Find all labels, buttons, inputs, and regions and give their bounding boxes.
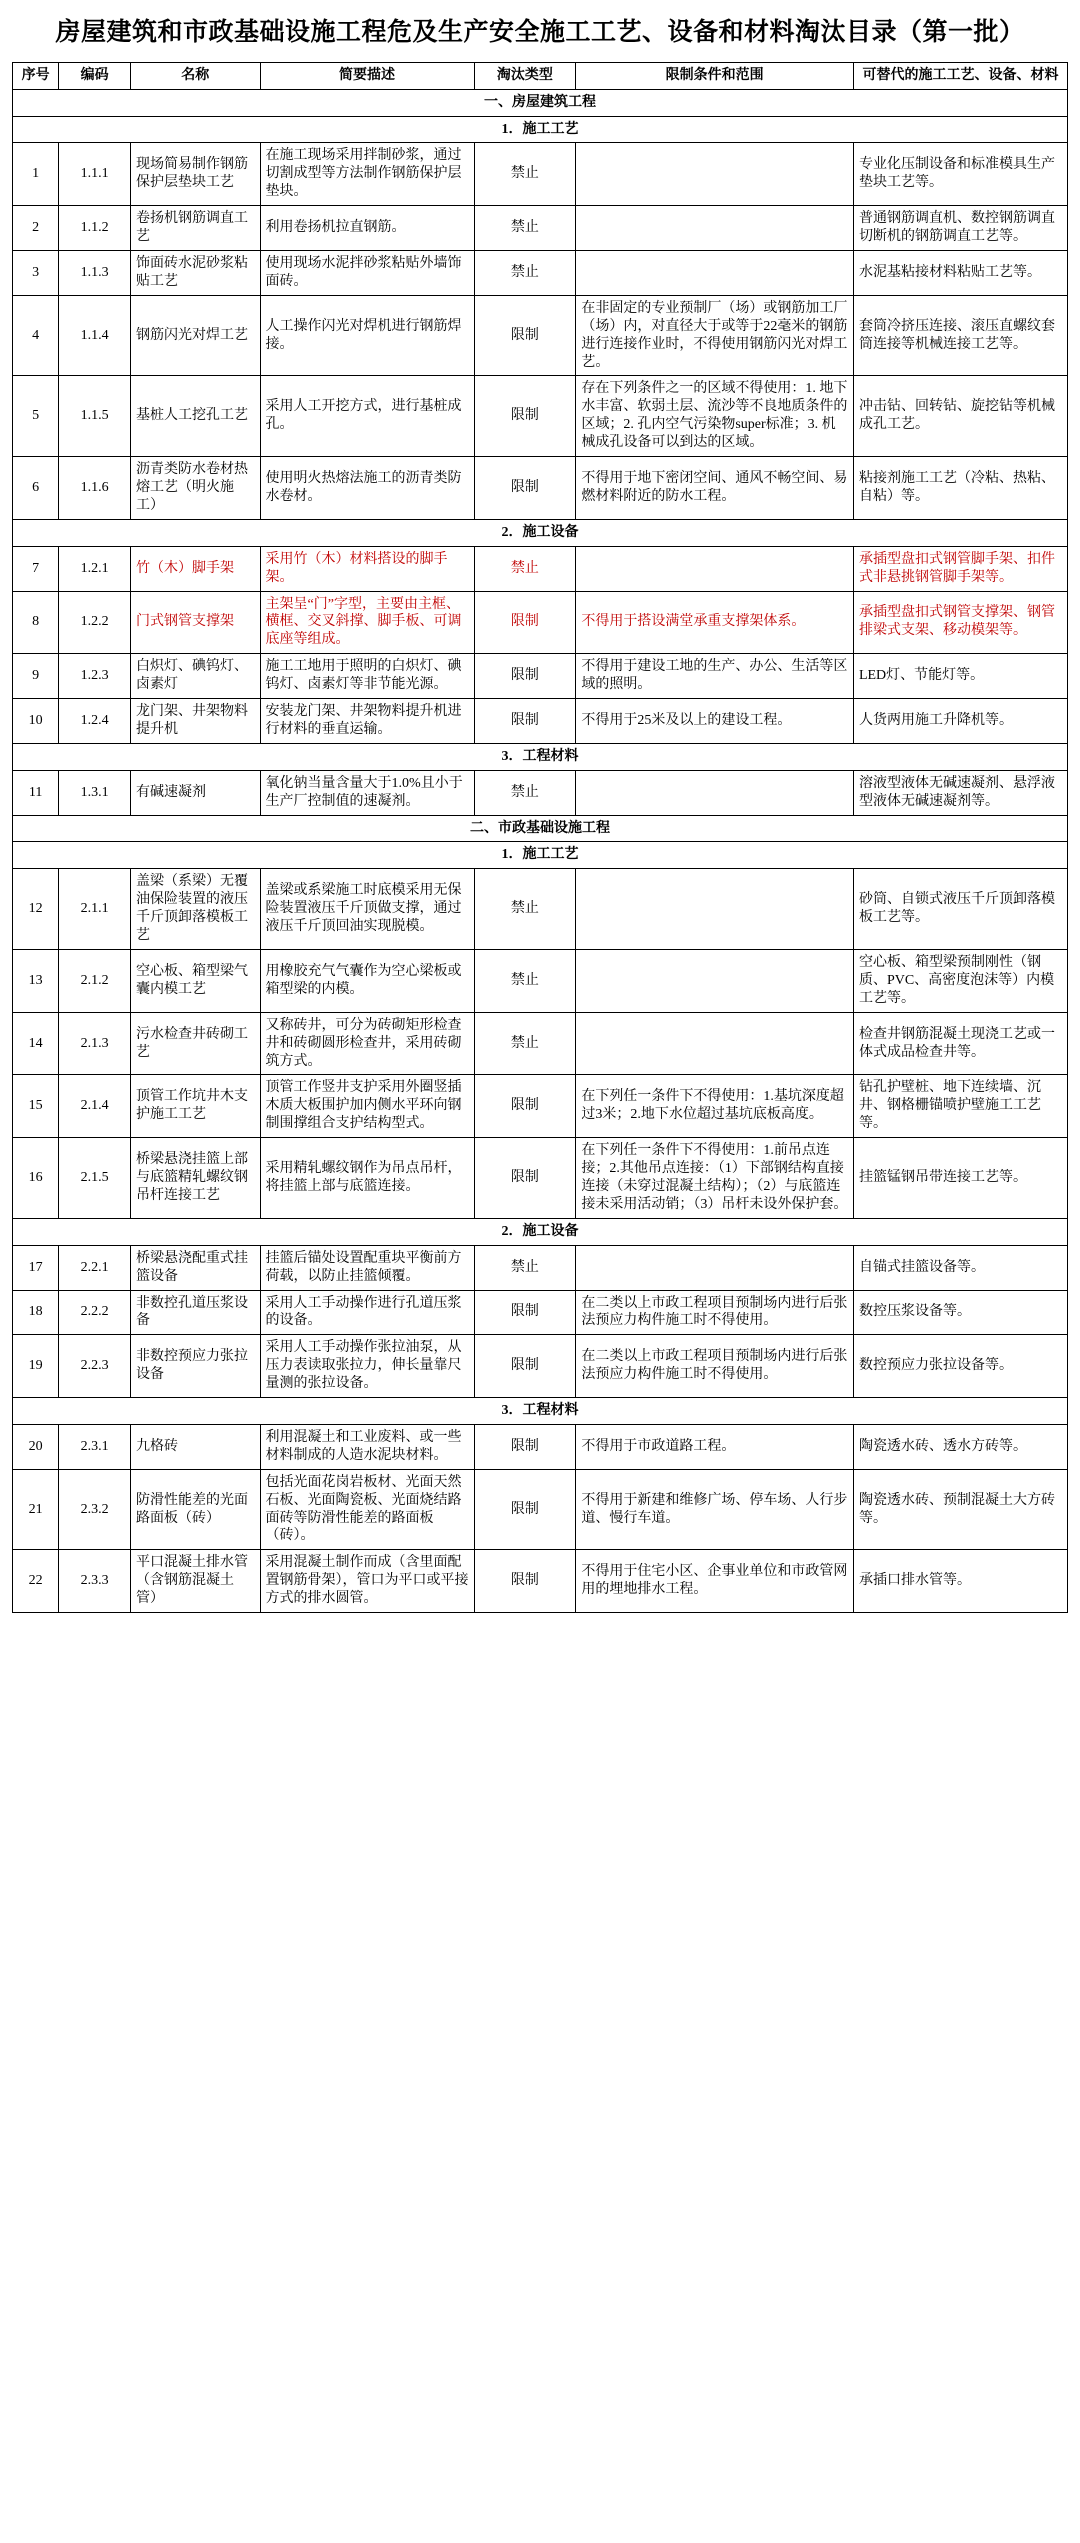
- cell-limit: [576, 206, 854, 251]
- subsection-header-row: [13, 1398, 1068, 1425]
- cell-alternative: 承插型盘扣式钢管支撑架、钢管排梁式支架、移动模架等。: [853, 591, 1067, 654]
- cell-alternative: 挂篮锰钢吊带连接工艺等。: [853, 1138, 1067, 1219]
- cell-index: 17: [13, 1245, 59, 1290]
- section-header-row: [13, 815, 1068, 842]
- cell-alternative: 溶液型液体无碱速凝剂、悬浮液型液体无碱速凝剂等。: [853, 770, 1067, 815]
- cell-limit: [576, 1012, 854, 1075]
- cell-limit: 不得用于住宅小区、企事业单位和市政管网用的埋地排水工程。: [576, 1550, 854, 1613]
- cell-code: 2.1.5: [59, 1138, 131, 1219]
- cell-description: 采用人工开挖方式，进行基桩成孔。: [260, 376, 474, 457]
- table-row: [13, 699, 1068, 744]
- header-cell-index: 序号: [13, 62, 59, 89]
- cell-type: 禁止: [474, 950, 576, 1013]
- table-row: [13, 1550, 1068, 1613]
- cell-name: 顶管工作坑井木支护施工工艺: [130, 1075, 260, 1138]
- cell-description: 人工操作闪光对焊机进行钢筋焊接。: [260, 295, 474, 376]
- cell-code: 2.1.1: [59, 869, 131, 950]
- subsection-header-row: [13, 519, 1068, 546]
- cell-index: 9: [13, 654, 59, 699]
- subsection-title: 1．施工工艺: [13, 842, 1068, 869]
- cell-limit: 存在下列条件之一的区域不得使用：1. 地下水丰富、软弱土层、流沙等不良地质条件的区域；2. 孔内空气污染物super标准；3. 机械成孔设备可以到达的区域。: [576, 376, 854, 457]
- cell-code: 1.1.5: [59, 376, 131, 457]
- cell-index: 15: [13, 1075, 59, 1138]
- table-row: [13, 950, 1068, 1013]
- cell-type: 禁止: [474, 206, 576, 251]
- subsection-header-row: [13, 743, 1068, 770]
- header-cell-name: 名称: [130, 62, 260, 89]
- header-cell-alternative: 可替代的施工工艺、设备、材料: [853, 62, 1067, 89]
- cell-code: 1.2.2: [59, 591, 131, 654]
- cell-alternative: 套筒冷挤压连接、滚压直螺纹套筒连接等机械连接工艺等。: [853, 295, 1067, 376]
- cell-type: 禁止: [474, 251, 576, 296]
- cell-description: 利用混凝土和工业废料、或一些材料制成的人造水泥块材料。: [260, 1424, 474, 1469]
- cell-index: 12: [13, 869, 59, 950]
- cell-code: 1.3.1: [59, 770, 131, 815]
- cell-limit: 不得用于新建和维修广场、停车场、人行步道、慢行车道。: [576, 1469, 854, 1550]
- cell-alternative: 钻孔护壁桩、地下连续墙、沉井、钢格栅锚喷护壁施工工艺等。: [853, 1075, 1067, 1138]
- cell-limit: [576, 251, 854, 296]
- cell-alternative: 普通钢筋调直机、数控钢筋调直切断机的钢筋调直工艺等。: [853, 206, 1067, 251]
- cell-description: 采用人工手动操作张拉油泵，从压力表读取张拉力，伸长量靠尺量测的张拉设备。: [260, 1335, 474, 1398]
- cell-name: 基桩人工挖孔工艺: [130, 376, 260, 457]
- header-cell-code: 编码: [59, 62, 131, 89]
- cell-code: 1.1.1: [59, 143, 131, 206]
- cell-type: 禁止: [474, 869, 576, 950]
- cell-description: 挂篮后锚处设置配重块平衡前方荷载，以防止挂篮倾覆。: [260, 1245, 474, 1290]
- cell-limit: 在二类以上市政工程项目预制场内进行后张法预应力构件施工时不得使用。: [576, 1335, 854, 1398]
- cell-description: 用橡胶充气气囊作为空心梁板或箱型梁的内模。: [260, 950, 474, 1013]
- cell-code: 1.1.2: [59, 206, 131, 251]
- table-row: [13, 1290, 1068, 1335]
- table-row: [13, 1335, 1068, 1398]
- cell-limit: [576, 546, 854, 591]
- subsection-header-row: [13, 842, 1068, 869]
- cell-type: 限制: [474, 1469, 576, 1550]
- cell-name: 白炽灯、碘钨灯、卤素灯: [130, 654, 260, 699]
- cell-name: 非数控预应力张拉设备: [130, 1335, 260, 1398]
- cell-index: 8: [13, 591, 59, 654]
- table-row: [13, 295, 1068, 376]
- subsection-title: 2．施工设备: [13, 519, 1068, 546]
- cell-alternative: LED灯、节能灯等。: [853, 654, 1067, 699]
- table-row: [13, 770, 1068, 815]
- cell-type: 限制: [474, 654, 576, 699]
- cell-code: 2.1.4: [59, 1075, 131, 1138]
- cell-name: 桥梁悬浇配重式挂篮设备: [130, 1245, 260, 1290]
- cell-code: 2.3.3: [59, 1550, 131, 1613]
- header-cell-description: 简要描述: [260, 62, 474, 89]
- cell-description: 安装龙门架、井架物料提升机进行材料的垂直运输。: [260, 699, 474, 744]
- cell-type: 限制: [474, 1335, 576, 1398]
- cell-type: 限制: [474, 1290, 576, 1335]
- cell-code: 1.1.3: [59, 251, 131, 296]
- cell-name: 有碱速凝剂: [130, 770, 260, 815]
- cell-code: 2.2.1: [59, 1245, 131, 1290]
- subsection-header-row: [13, 1218, 1068, 1245]
- header-cell-limit: 限制条件和范围: [576, 62, 854, 89]
- cell-name: 桥梁悬浇挂篮上部与底篮精轧螺纹钢吊杆连接工艺: [130, 1138, 260, 1219]
- cell-name: 沥青类防水卷材热熔工艺（明火施工）: [130, 457, 260, 520]
- table-row: [13, 1245, 1068, 1290]
- cell-type: 禁止: [474, 770, 576, 815]
- table-row: [13, 1138, 1068, 1219]
- cell-alternative: 空心板、箱型梁预制刚性（钢质、PVC、高密度泡沫等）内模工艺等。: [853, 950, 1067, 1013]
- cell-description: 利用卷扬机拉直钢筋。: [260, 206, 474, 251]
- cell-index: 22: [13, 1550, 59, 1613]
- cell-description: 主架呈“门”字型，主要由主框、横框、交叉斜撑、脚手板、可调底座等组成。: [260, 591, 474, 654]
- cell-limit: [576, 950, 854, 1013]
- cell-code: 1.1.4: [59, 295, 131, 376]
- table-row: [13, 1075, 1068, 1138]
- cell-name: 龙门架、井架物料提升机: [130, 699, 260, 744]
- cell-index: 5: [13, 376, 59, 457]
- cell-index: 7: [13, 546, 59, 591]
- cell-index: 19: [13, 1335, 59, 1398]
- cell-description: 采用竹（木）材料搭设的脚手架。: [260, 546, 474, 591]
- cell-code: 2.2.3: [59, 1335, 131, 1398]
- table-row: [13, 143, 1068, 206]
- section-title: 一、房屋建筑工程: [13, 89, 1068, 116]
- table-row: [13, 1469, 1068, 1550]
- cell-alternative: 自锚式挂篮设备等。: [853, 1245, 1067, 1290]
- table-row: [13, 376, 1068, 457]
- cell-name: 平口混凝土排水管（含钢筋混凝土管）: [130, 1550, 260, 1613]
- cell-alternative: 粘接剂施工工艺（冷粘、热粘、自粘）等。: [853, 457, 1067, 520]
- cell-index: 11: [13, 770, 59, 815]
- section-title: 二、市政基础设施工程: [13, 815, 1068, 842]
- cell-limit: 在下列任一条件下不得使用：1.前吊点连接；2.其他吊点连接：（1）下部钢结构直接连接（未穿过混凝土结构）；（2）与底篮连接未采用活动销；（3）吊杆未设外保护套。: [576, 1138, 854, 1219]
- cell-code: 1.2.3: [59, 654, 131, 699]
- cell-alternative: 冲击钻、回转钻、旋挖钻等机械成孔工艺。: [853, 376, 1067, 457]
- cell-limit: [576, 770, 854, 815]
- table-row: [13, 457, 1068, 520]
- cell-alternative: 检查井钢筋混凝土现浇工艺或一体式成品检查井等。: [853, 1012, 1067, 1075]
- cell-code: 2.3.1: [59, 1424, 131, 1469]
- subsection-title: 3．工程材料: [13, 1398, 1068, 1425]
- cell-name: 非数控孔道压浆设备: [130, 1290, 260, 1335]
- cell-limit: [576, 143, 854, 206]
- cell-index: 10: [13, 699, 59, 744]
- header-cell-type: 淘汰类型: [474, 62, 576, 89]
- cell-description: 采用混凝土制作而成（含里面配置钢筋骨架），管口为平口或平接方式的排水圆管。: [260, 1550, 474, 1613]
- cell-limit: 在下列任一条件下不得使用：1.基坑深度超过3米；2.地下水位超过基坑底板高度。: [576, 1075, 854, 1138]
- cell-index: 14: [13, 1012, 59, 1075]
- cell-name: 卷扬机钢筋调直工艺: [130, 206, 260, 251]
- cell-code: 1.2.1: [59, 546, 131, 591]
- cell-description: 采用精轧螺纹钢作为吊点吊杆，将挂篮上部与底篮连接。: [260, 1138, 474, 1219]
- cell-type: 禁止: [474, 143, 576, 206]
- cell-index: 4: [13, 295, 59, 376]
- page-title: 房屋建筑和市政基础设施工程危及生产安全施工工艺、设备和材料淘汰目录（第一批）: [55, 19, 1025, 46]
- subsection-title: 1．施工工艺: [13, 116, 1068, 143]
- cell-name: 门式钢管支撑架: [130, 591, 260, 654]
- table-row: [13, 1424, 1068, 1469]
- cell-index: 16: [13, 1138, 59, 1219]
- cell-limit: 在非固定的专业预制厂（场）或钢筋加工厂（场）内，对直径大于或等于22毫米的钢筋进行连接作业时，不得使用钢筋闪光对焊工艺。: [576, 295, 854, 376]
- cell-type: 限制: [474, 457, 576, 520]
- cell-alternative: 陶瓷透水砖、透水方砖等。: [853, 1424, 1067, 1469]
- table-row: [13, 1012, 1068, 1075]
- table-body: [13, 89, 1068, 1612]
- cell-code: 2.3.2: [59, 1469, 131, 1550]
- cell-index: 18: [13, 1290, 59, 1335]
- table-row: [13, 206, 1068, 251]
- cell-index: 21: [13, 1469, 59, 1550]
- cell-limit: 不得用于地下密闭空间、通风不畅空间、易燃材料附近的防水工程。: [576, 457, 854, 520]
- cell-type: 限制: [474, 376, 576, 457]
- cell-type: 禁止: [474, 1245, 576, 1290]
- elimination-catalog-table: [12, 62, 1068, 1613]
- cell-limit: 不得用于25米及以上的建设工程。: [576, 699, 854, 744]
- cell-index: 1: [13, 143, 59, 206]
- cell-name: 竹（木）脚手架: [130, 546, 260, 591]
- table-row: [13, 869, 1068, 950]
- cell-name: 空心板、箱型梁气囊内模工艺: [130, 950, 260, 1013]
- cell-description: 在施工现场采用拌制砂浆，通过切割成型等方法制作钢筋保护层垫块。: [260, 143, 474, 206]
- cell-name: 现场简易制作钢筋保护层垫块工艺: [130, 143, 260, 206]
- cell-limit: [576, 869, 854, 950]
- table-row: [13, 654, 1068, 699]
- subsection-title: 2．施工设备: [13, 1218, 1068, 1245]
- cell-description: 采用人工手动操作进行孔道压浆的设备。: [260, 1290, 474, 1335]
- header-row: [13, 62, 1068, 89]
- cell-index: 6: [13, 457, 59, 520]
- table-row: [13, 591, 1068, 654]
- cell-alternative: 承插口排水管等。: [853, 1550, 1067, 1613]
- cell-alternative: 水泥基粘接材料粘贴工艺等。: [853, 251, 1067, 296]
- cell-code: 2.1.3: [59, 1012, 131, 1075]
- cell-name: 盖梁（系梁）无覆油保险装置的液压千斤顶卸落模板工艺: [130, 869, 260, 950]
- cell-alternative: 数控压浆设备等。: [853, 1290, 1067, 1335]
- cell-type: 限制: [474, 591, 576, 654]
- cell-description: 使用明火热熔法施工的沥青类防水卷材。: [260, 457, 474, 520]
- cell-name: 饰面砖水泥砂浆粘贴工艺: [130, 251, 260, 296]
- cell-name: 九格砖: [130, 1424, 260, 1469]
- cell-description: 包括光面花岗岩板材、光面天然石板、光面陶瓷板、光面烧结路面砖等防滑性能差的路面板（砖）。: [260, 1469, 474, 1550]
- cell-alternative: 砂筒、自锁式液压千斤顶卸落模板工艺等。: [853, 869, 1067, 950]
- table-row: [13, 251, 1068, 296]
- cell-code: 2.1.2: [59, 950, 131, 1013]
- cell-alternative: 人货两用施工升降机等。: [853, 699, 1067, 744]
- cell-type: 禁止: [474, 1012, 576, 1075]
- cell-index: 20: [13, 1424, 59, 1469]
- cell-alternative: 陶瓷透水砖、预制混凝土大方砖等。: [853, 1469, 1067, 1550]
- cell-limit: 不得用于搭设满堂承重支撑架体系。: [576, 591, 854, 654]
- cell-index: 3: [13, 251, 59, 296]
- cell-type: 限制: [474, 295, 576, 376]
- table-row: [13, 546, 1068, 591]
- cell-limit: 在二类以上市政工程项目预制场内进行后张法预应力构件施工时不得使用。: [576, 1290, 854, 1335]
- cell-description: 使用现场水泥拌砂浆粘贴外墙饰面砖。: [260, 251, 474, 296]
- cell-index: 13: [13, 950, 59, 1013]
- cell-type: 限制: [474, 699, 576, 744]
- cell-limit: 不得用于建设工地的生产、办公、生活等区域的照明。: [576, 654, 854, 699]
- cell-name: 钢筋闪光对焊工艺: [130, 295, 260, 376]
- cell-index: 2: [13, 206, 59, 251]
- cell-description: 又称砖井，可分为砖砌矩形检查井和砖砌圆形检查井，采用砖砌筑方式。: [260, 1012, 474, 1075]
- cell-description: 氧化钠当量含量大于1.0%且小于生产厂控制值的速凝剂。: [260, 770, 474, 815]
- cell-alternative: 承插型盘扣式钢管脚手架、扣件式非悬挑钢管脚手架等。: [853, 546, 1067, 591]
- cell-description: 顶管工作竖井支护采用外圈竖插木质大板围护加内侧水平环向钢制围撑组合支护结构型式。: [260, 1075, 474, 1138]
- cell-type: 限制: [474, 1138, 576, 1219]
- cell-alternative: 专业化压制设备和标准模具生产垫块工艺等。: [853, 143, 1067, 206]
- cell-name: 污水检查井砖砌工艺: [130, 1012, 260, 1075]
- cell-type: 限制: [474, 1075, 576, 1138]
- cell-code: 1.2.4: [59, 699, 131, 744]
- subsection-header-row: [13, 116, 1068, 143]
- table-header: [13, 62, 1068, 89]
- cell-type: 禁止: [474, 546, 576, 591]
- cell-name: 防滑性能差的光面路面板（砖）: [130, 1469, 260, 1550]
- cell-limit: 不得用于市政道路工程。: [576, 1424, 854, 1469]
- cell-limit: [576, 1245, 854, 1290]
- cell-alternative: 数控预应力张拉设备等。: [853, 1335, 1067, 1398]
- cell-code: 2.2.2: [59, 1290, 131, 1335]
- cell-description: 施工工地用于照明的白炽灯、碘钨灯、卤素灯等非节能光源。: [260, 654, 474, 699]
- section-header-row: [13, 89, 1068, 116]
- subsection-title: 3．工程材料: [13, 743, 1068, 770]
- cell-type: 限制: [474, 1424, 576, 1469]
- cell-description: 盖梁或系梁施工时底模采用无保险装置液压千斤顶做支撑，通过液压千斤顶回油实现脱模。: [260, 869, 474, 950]
- cell-code: 1.1.6: [59, 457, 131, 520]
- cell-type: 限制: [474, 1550, 576, 1613]
